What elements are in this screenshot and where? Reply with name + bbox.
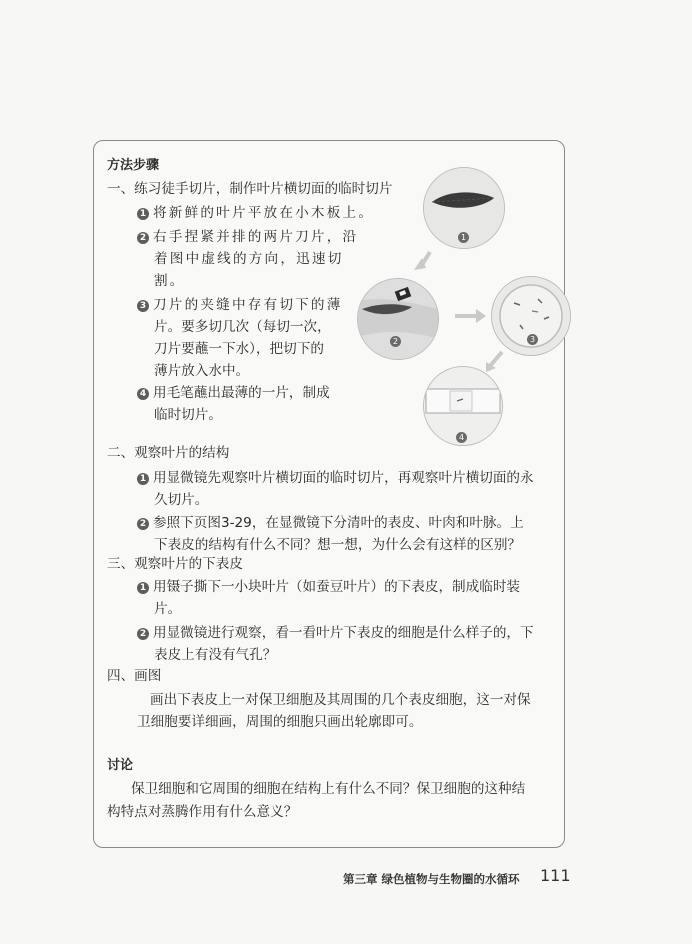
s4-line-1: 画出下表皮上一对保卫细胞及其周围的几个表皮细胞，这一对保 [150, 692, 531, 708]
s2-step-2: 2 参照下页图3-29，在显微镜下分清叶的表皮、叶肉和叶脉。上 [137, 513, 524, 533]
s1-step-1: 1 将新鲜的叶片平放在小木板上。 [137, 203, 374, 223]
figure-label-1: 1 [458, 232, 469, 243]
figure-label-2: 2 [390, 336, 401, 347]
step-number-icon: 1 [137, 473, 149, 485]
s3-step-2-line-2: 表皮上有没有气孔？ [154, 647, 277, 663]
s1-step-3-line-2: 片。要多切几次（每切一次， [154, 319, 331, 335]
s2-step-2-line-2: 下表皮的结构有什么不同？想一想，为什么会有这样的区别？ [154, 537, 522, 553]
step-number-icon: 4 [137, 388, 149, 400]
section-2-title: 二、观察叶片的结构 [107, 445, 230, 461]
step-number-icon: 2 [137, 232, 149, 244]
s1-step-3-line-3: 刀片要蘸一下水），把切下的 [154, 341, 324, 357]
s2-step-1-line-2: 久切片。 [154, 492, 209, 508]
step-number-icon: 2 [137, 518, 149, 530]
s1-step-3: 3 刀片的夹缝中存有切下的薄 [137, 295, 343, 315]
s1-step-2: 2 右手捏紧并排的两片刀片，沿 [137, 227, 358, 247]
s1-step-4-line-2: 临时切片。 [154, 407, 222, 423]
section-1-title: 一、练习徒手切片，制作叶片横切面的临时切片 [107, 181, 393, 197]
s4-line-2: 卫细胞要详细画，周围的细胞只画出轮廓即可。 [137, 714, 423, 730]
step-number-icon: 1 [137, 582, 149, 594]
section-3-title: 三、观察叶片的下表皮 [107, 556, 243, 572]
method-heading: 方法步骤 [107, 158, 160, 173]
step-number-icon: 2 [137, 628, 149, 640]
s1-step-2-line-3: 割。 [154, 273, 186, 289]
s1-step-2-line-2: 着图中虚线的方向，迅速切 [154, 251, 344, 267]
figure-label-4: 4 [456, 432, 467, 443]
s1-step-4: 4 用毛笔蘸出最薄的一片，制成 [137, 383, 330, 403]
discussion-heading: 讨论 [107, 758, 134, 773]
s2-step-1: 1 用显微镜先观察叶片横切面的临时切片，再观察叶片横切面的永 [137, 468, 534, 488]
section-4-title: 四、画图 [107, 668, 162, 684]
discussion-line-2: 构特点对蒸腾作用有什么意义？ [107, 804, 298, 820]
figure-label-3: 3 [527, 334, 538, 345]
s1-step-3-line-4: 薄片放入水中。 [154, 363, 250, 379]
s3-step-2: 2 用显微镜进行观察，看一看叶片下表皮的细胞是什么样子的，下 [137, 623, 534, 643]
step-number-icon: 1 [137, 208, 149, 220]
step-number-icon: 3 [137, 300, 149, 312]
s3-step-1: 1 用镊子撕下一小块叶片（如蚕豆叶片）的下表皮，制成临时装 [137, 577, 520, 597]
s3-step-1-line-2: 片。 [154, 601, 182, 617]
chapter-footer: 第三章 绿色植物与生物圈的水循环 [343, 872, 520, 886]
page-number: 111 [540, 866, 571, 885]
discussion-line-1: 保卫细胞和它周围的细胞在结构上有什么不同？保卫细胞的这种结 [131, 781, 526, 797]
